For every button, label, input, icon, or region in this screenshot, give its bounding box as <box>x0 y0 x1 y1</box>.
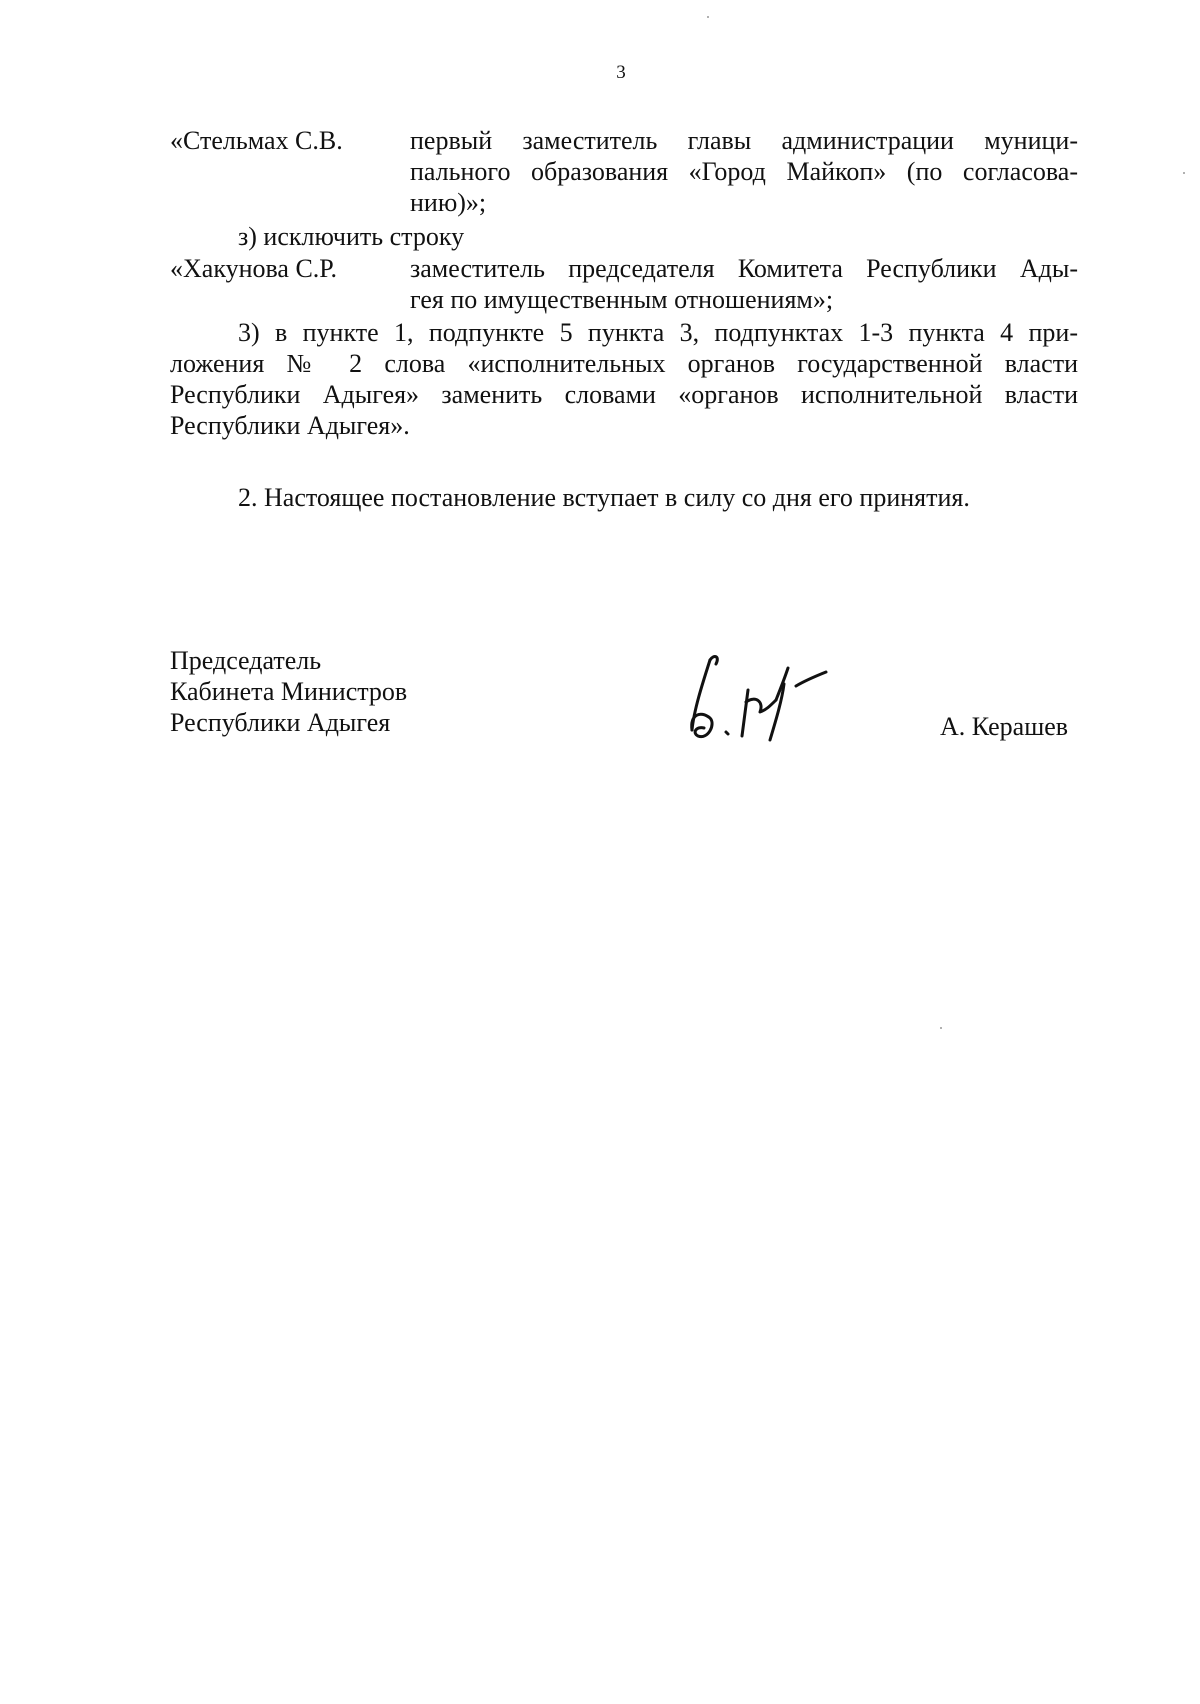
member-name: «Стельмах С.В. <box>170 126 343 155</box>
scan-speck <box>1183 172 1185 174</box>
signatory-title-line: Председатель <box>170 646 322 675</box>
handwritten-signature <box>680 640 860 750</box>
scan-speck <box>707 16 709 18</box>
item-3-paragraph <box>170 317 1078 441</box>
signatory-title-line: Республики Адыгея <box>170 708 391 737</box>
member-description <box>410 125 1078 218</box>
signatory-title-line: Кабинета Министров <box>170 677 408 706</box>
signatory-title <box>170 645 407 738</box>
signatory-name: А. Керашев <box>940 712 1069 741</box>
description-line: первый заместитель главы администрации муници- <box>410 126 1078 155</box>
page-number: 3 <box>616 62 626 83</box>
paragraph-line: ложения № 2 слова «исполнительных органов государственной власти <box>170 349 1078 378</box>
item-z: з) исключить строку <box>238 222 465 251</box>
point-2: 2. Настоящее постановление вступает в силу со дня его принятия. <box>238 483 970 512</box>
scan-speck <box>940 1027 942 1029</box>
member-description <box>410 253 1078 315</box>
description-line: заместитель председателя Комитета Республики Ады- <box>410 254 1078 283</box>
paragraph-line: Республики Адыгея» заменить словами «органов исполнительной власти <box>170 380 1078 409</box>
paragraph-line: Республики Адыгея». <box>170 411 410 440</box>
description-line: гея по имущественным отношениям»; <box>410 285 834 314</box>
member-name: «Хакунова С.Р. <box>170 254 338 283</box>
description-line: нию)»; <box>410 188 487 217</box>
paragraph-line: 3) в пункте 1, подпункте 5 пункта 3, подпунктах 1-3 пункта 4 при- <box>238 318 1078 347</box>
description-line: пального образования «Город Майкоп» (по согласова- <box>410 157 1078 186</box>
